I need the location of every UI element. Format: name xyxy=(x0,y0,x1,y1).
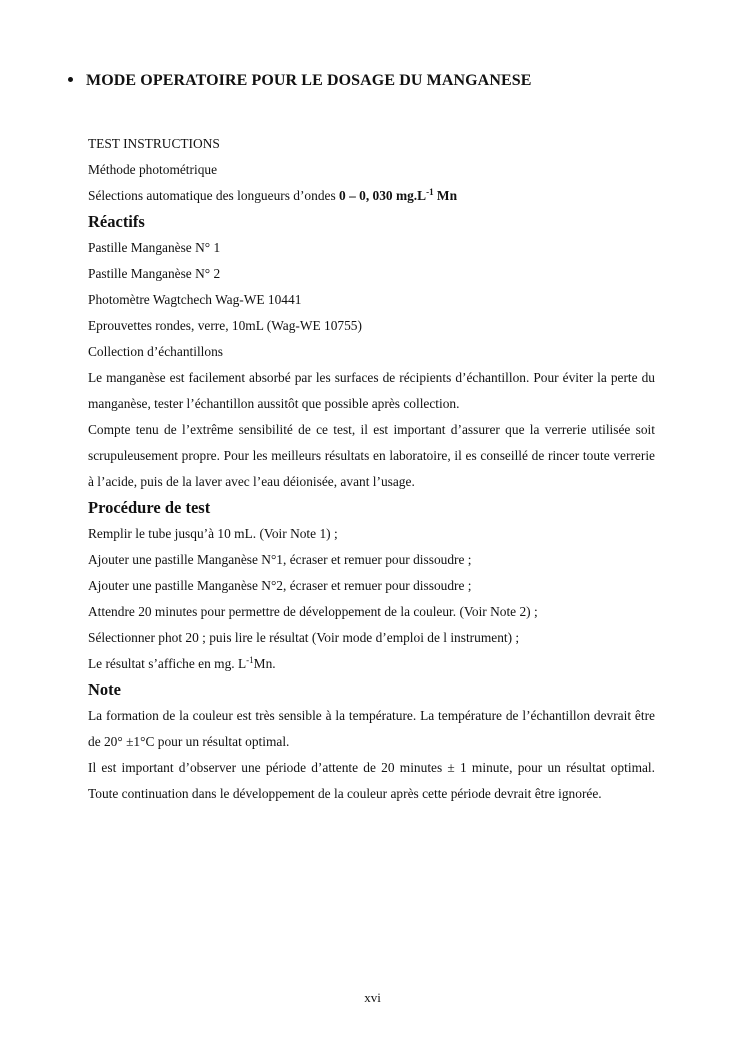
selection-range: 0 – 0, 030 $mg.L^{-1}$ Mn xyxy=(339,187,458,203)
main-heading xyxy=(68,72,532,90)
procedure-step: Sélectionner phot 20 ; puis lire le résultat (Voir mode d’emploi de l instrument) ; xyxy=(88,630,520,645)
bullet-icon xyxy=(68,77,73,82)
test-instructions-label: TEST INSTRUCTIONS xyxy=(88,136,220,151)
reactif-item: Collection d’échantillons xyxy=(88,344,223,359)
procedure-step: Ajouter une pastille Manganèse N°1, écraser et remuer pour dissoudre ; xyxy=(88,552,472,567)
note-paragraph-waiting: Il est important d’observer une période d’attente de 20 minutes ± 1 minute, pour un résultat optimal. Toute continuation dans le développement de la couleur après cette période devrait être ignorée. xyxy=(88,760,655,801)
method-line: Méthode photométrique xyxy=(88,162,218,177)
note-paragraph-temperature: La formation de la couleur est très sensible à la température. La température de l’échantillon devrait être de 20° ±1°C pour un résultat optimal. xyxy=(88,708,655,749)
selection-prefix: Sélections automatique des longueurs d’ondes xyxy=(88,188,340,203)
selection-exponent: -1 xyxy=(426,187,434,197)
reactif-item: Pastille Manganèse N° 2 xyxy=(88,266,221,281)
reactifs-paragraph-glassware: Compte tenu de l’extrême sensibilité de ce test, il est important d’assurer que la verrerie utilisée soit scrupuleusement propre. Pour les meilleurs résultats en laboratoire, il es conseillé de rincer toute verrerie à l’acide, puis de la laver avec l’eau déionisée, avant l’usage. xyxy=(88,422,655,489)
selection-unit: Mn xyxy=(433,188,458,203)
procedure-title: Procédure de test xyxy=(88,498,211,517)
wavelength-selection-line xyxy=(88,183,655,209)
procedure-result-line xyxy=(88,651,655,677)
result-prefix: Le résultat s’affiche en mg. L xyxy=(88,656,247,671)
procedure-step: Attendre 20 minutes pour permettre de développement de la couleur. (Voir Note 2) ; xyxy=(88,604,538,619)
page-number: xvi xyxy=(364,990,381,1005)
procedure-step: Ajouter une pastille Manganèse N°2, écraser et remuer pour dissoudre ; xyxy=(88,578,472,593)
result-exponent: -1 xyxy=(246,655,254,665)
reactif-item: Pastille Manganèse N° 1 xyxy=(88,240,221,255)
note-title: Note xyxy=(88,680,121,699)
procedure-step: Remplir le tube jusqu’à 10 mL. (Voir Note 1) ; xyxy=(88,526,338,541)
result-suffix: Mn. xyxy=(253,656,276,671)
reactif-item: Eprouvettes rondes, verre, 10mL (Wag-WE 10755) xyxy=(88,318,362,333)
reactifs-paragraph-absorption: Le manganèse est facilement absorbé par les surfaces de récipients d’échantillon. Pour éviter la perte du manganèse, tester l’échantillon aussitôt que possible après collection. xyxy=(88,370,655,411)
content-body xyxy=(88,131,655,807)
reactif-item: Photomètre Wagtchech Wag-WE 10441 xyxy=(88,292,302,307)
reactifs-title: Réactifs xyxy=(88,212,145,231)
main-heading-text: MODE OPERATOIRE POUR LE DOSAGE DU MANGANESE xyxy=(86,72,532,89)
